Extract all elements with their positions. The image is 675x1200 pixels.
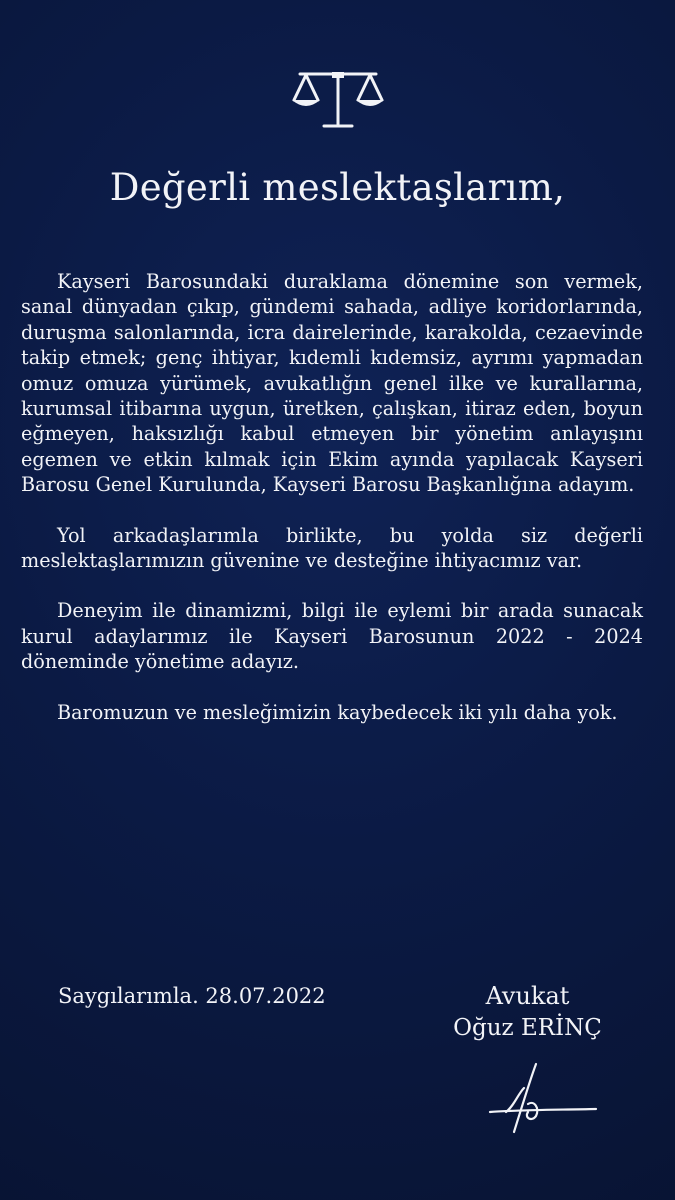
signature-icon [484, 1060, 604, 1140]
signer-name: Oğuz ERİNÇ [453, 1015, 602, 1041]
letter-paragraph: Yol arkadaşlarımla birlikte, bu yolda siz değerli meslektaşlarımızın güvenine ve desteğine ihtiyacımız var. [21, 523, 643, 573]
letter-paragraph: Kayseri Barosundaki duraklama dönemine son vermek, sanal dünyadan çıkıp, gündemi sahada, adliye koridorlarında, duruşma salonlarında, icra dairelerinde, karakolda, cezaevinde takip etmek; genç ihtiyar, kıdemli kıdemsiz, ayrımı yapmadan omuz omuza yürümek, avukatlığın genel ilke ve kurallarına, kurumsal itibarına uygun, üretken, çalışkan, itiraz eden, boyun eğmeyen, haksızlığı kabul etmeyen bir yönetim anlayışını egemen ve etkin kılmak için Ekim ayında yapılacak Kayseri Barosu Genel Kurulunda, Kayseri Barosu Başkanlığına adayım. [21, 270, 643, 497]
scales-of-justice-icon [288, 66, 388, 132]
closing-date: Saygılarımla. 28.07.2022 [58, 984, 326, 1008]
signer-title: Avukat [485, 982, 570, 1010]
signer-block [420, 980, 635, 1044]
letter-paragraph: Deneyim ile dinamizmi, bilgi ile eylemi bir arada sunacak kurul adaylarımız ile Kayseri Barosunun 2022 - 2024 döneminde yönetime adayız. [21, 599, 643, 674]
letter-body [21, 269, 643, 750]
greeting-heading: Değerli meslektaşlarım, [109, 166, 566, 209]
letter-paragraph: Baromuzun ve mesleğimizin kaybedecek iki yılı daha yok. [57, 700, 618, 724]
